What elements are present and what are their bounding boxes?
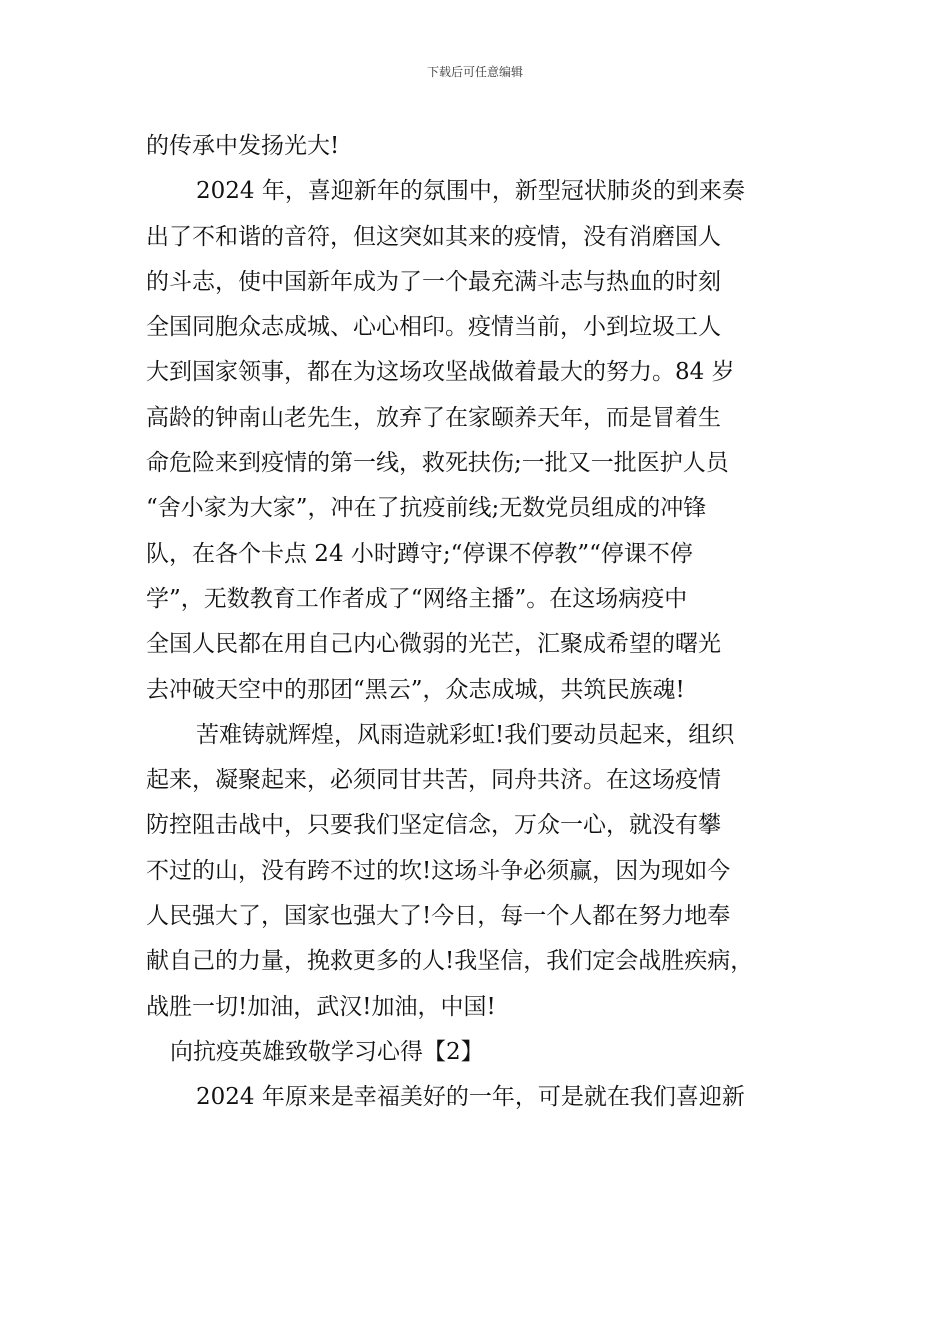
text-line: “舍小家为大家”，冲在了抗疫前线;无数党员组成的冲锋 [146,495,707,522]
text-line: 防控阻击战中，只要我们坚定信念，万众一心，就没有攀 [146,812,721,839]
text-line: 命危险来到疫情的第一线，救死扶伤;一批又一批医护人员 [146,450,729,477]
text-line: 献自己的力量，挽救更多的人!我坚信，我们定会战胜疾病， [146,948,754,975]
text-line: 起来，凝聚起来，必须同甘共苦，同舟共济。在这场疫情 [146,767,721,794]
text-line: 大到国家领事，都在为这场攻坚战做着最大的努力。84 岁 [146,359,735,386]
paragraph-first-line: 2024 年原来是幸福美好的一年，可是就在我们喜迎新 [196,1084,745,1111]
document-body [146,124,816,1121]
text-line: 全国同胞众志成城、心心相印。疫情当前，小到垃圾工人 [146,314,721,341]
text-line: 战胜一切!加油，武汉!加油，中国! [146,993,496,1020]
section-heading: 向抗疫英雄致敬学习心得【2】 [170,1038,484,1065]
paragraph-first-line: 2024 年，喜迎新年的氛围中，新型冠状肺炎的到来奏 [196,178,745,205]
text-line: 不过的山，没有跨不过的坎!这场斗争必须赢，因为现如今 [146,857,731,884]
text-line: 的斗志，使中国新年成为了一个最充满斗志与热血的时刻 [146,268,721,295]
text-line: 高龄的钟南山老先生，放弃了在家颐养天年，而是冒着生 [146,404,721,431]
text-line: 全国人民都在用自己内心微弱的光芒，汇聚成希望的曙光 [146,631,721,658]
text-line: 出了不和谐的音符，但这突如其来的疫情，没有消磨国人 [146,223,721,250]
text-line: 队，在各个卡点 24 小时蹲守;“停课不停教”“停课不停 [146,540,693,567]
text-line: 学”，无数教育工作者成了“网络主播”。在这场病疫中 [146,585,688,612]
header-note: 下载后可任意编辑 [426,65,523,79]
paragraph-first-line: 苦难铸就辉煌，风雨造就彩虹!我们要动员起来，组织 [196,721,735,748]
text-line: 去冲破天空中的那团“黑云”，众志成城，共筑民族魂! [146,676,685,703]
text-line: 的传承中发扬光大! [146,133,340,159]
text-line: 人民强大了，国家也强大了!今日，每一个人都在努力地奉 [146,903,731,930]
